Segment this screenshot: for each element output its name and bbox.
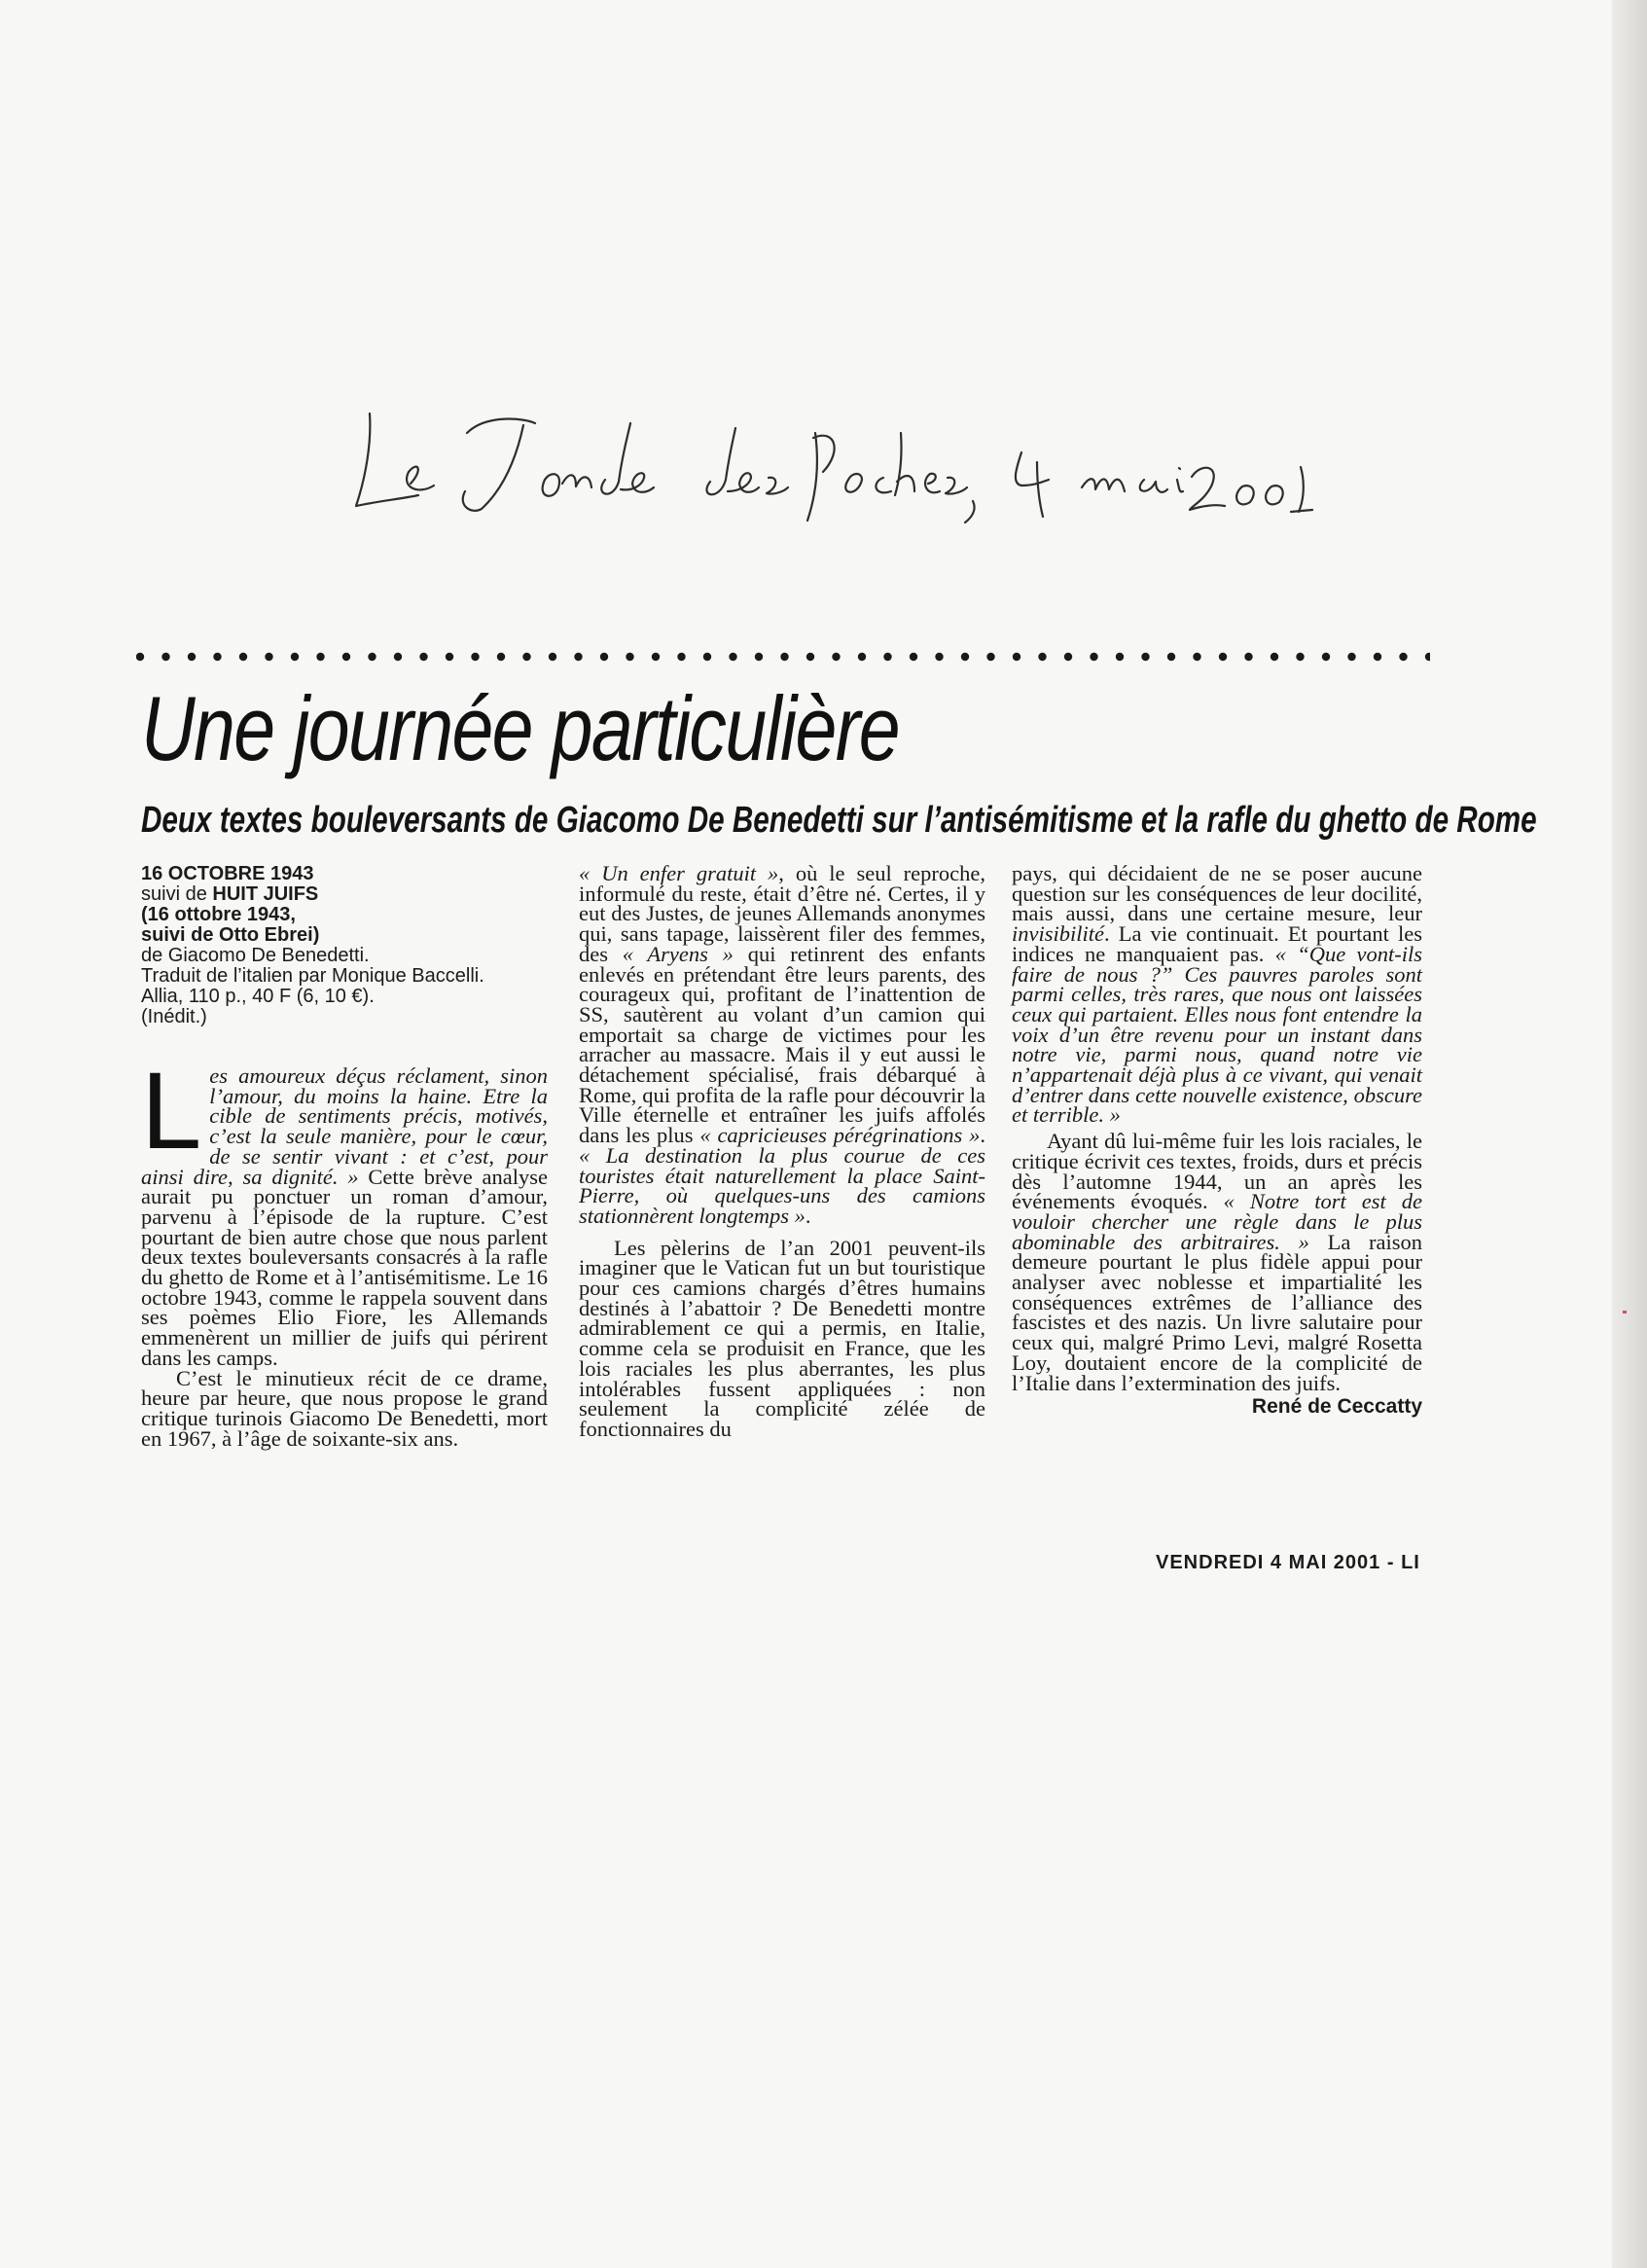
rule-dot [626, 653, 633, 661]
rule-dot [549, 653, 556, 661]
dotted-rule [136, 648, 1430, 666]
rule-dot [1244, 653, 1252, 661]
paragraph-text: . [805, 1203, 811, 1228]
rule-dot [368, 653, 376, 661]
paragraph-text: , où le seul reproche, informulé du reste, était d’être né. Certes, il y eut des Justes, de jeunes Allemands anonymes qui, sans tapage, laissèrent filer des femmes, des [579, 861, 985, 966]
rule-dot [1141, 653, 1149, 661]
rule-dot [1219, 653, 1227, 661]
rule-dot [316, 653, 324, 661]
rule-dot [161, 653, 169, 661]
rule-dot [1013, 653, 1020, 661]
paragraph [1012, 1129, 1423, 1395]
rule-dot [652, 653, 660, 661]
rule-dot [961, 653, 969, 661]
quote: « Notre tort est de vouloir chercher une règle dans le plus abominable des arbitraires. » [1012, 1189, 1423, 1254]
headline: Une journée particulière [141, 677, 900, 779]
paragraph [579, 861, 985, 1228]
quote: « Aryens » [622, 941, 734, 966]
paragraph-text: qui retinrent des enfants enlevés en prétendant être leurs parents, des courageux qui, profitant de l’inattention de SS, sautèrent au volant d’un camion qui emportait sa charge de victimes pour les arracher au massacre. Mais il y eut aussi le détachement spécialisé, frais débarqué à Rome, qui profita de la rafle pour découvrir la Ville éternelle et entraîner les juifs affolés dans les plus [579, 941, 985, 1148]
rule-dot [677, 653, 685, 661]
rule-dot [471, 653, 479, 661]
rule-dot [1193, 653, 1200, 661]
paragraph: Les pèlerins de l’an 2001 peuvent-ils imaginer que le Vatican fut un but touristique pour ces camions chargés d’êtres humains destinés à l’abattoir ? De Benedetti montre admirablement ce qui a permis, en Italie, comme cela se produisit en France, que les lois raciales les plus aberrantes, les plus intolérables fussent appliquées : non seulement la complicité zélée de fonctionnaires du [579, 1235, 985, 1441]
page-edge [1612, 0, 1647, 2268]
rule-dot [265, 653, 272, 661]
author-signature: René de Ceccatty [1251, 1395, 1422, 1419]
rule-dot [1038, 653, 1046, 661]
opening-quote: es amoureux déçus réclament, sinon l’amour, du moins la haine. Etre la cible de sentiments précis, motivés, c’est la seule manière, pour le cœur, de se sentir vivant : et c’est, pour ainsi dire, sa dignité. » [141, 1063, 548, 1189]
rule-dot [239, 653, 247, 661]
paragraph-text: . [980, 1123, 985, 1148]
paragraph-text: Ayant dû lui-même fuir les lois raciales, le critique écrivit ces textes, froids, durs et précis dès l’automne 1944, un an après les événements évoqués. [1012, 1129, 1422, 1214]
book-original-title: (16 ottobre 1943, [141, 904, 296, 925]
rule-dot [213, 653, 221, 661]
article-column-2 [579, 861, 985, 1441]
book-publisher: Allia, 110 p., 40 F (6, 10 €). [141, 986, 375, 1007]
emphasis: invisibilité [1012, 921, 1104, 947]
page-footer: VENDREDI 4 MAI 2001 - LI [1156, 1552, 1420, 1573]
rule-dot [394, 653, 402, 661]
paragraph-text: La raison demeure pourtant le plus fidèle appui pour analyser avec noblesse et impartialité les conséquences extrêmes de l’alliance des fascistes et des nazis. Un livre salutaire pour ceux qui, malgré Primo Levi, malgré Rosetta Loy, doutaient encore de la complicité de l’Italie dans l’extermination des juifs. [1012, 1229, 1423, 1395]
book-subtitle-prefix: suivi de [141, 883, 213, 905]
quote: « capricieuses pérégrinations » [699, 1123, 981, 1148]
book-title: 16 OCTOBRE 1943 [141, 863, 314, 884]
book-original-subtitle: suivi de Otto Ebrei) [141, 924, 320, 946]
stray-mark [1623, 1311, 1627, 1314]
book-info [141, 864, 548, 1027]
handwritten-note [350, 394, 1226, 530]
paragraph: C’est le minutieux récit de ce drame, heure par heure, que nous propose le grand critique turinois Giacomo De Benedetti, mort en 1967, à l’âge de soixante-six ans. [141, 1365, 548, 1451]
book-author: de Giacomo De Benedetti. [141, 945, 370, 966]
paragraph-text: pays, qui décidaient de ne se poser aucune question sur les conséquences de leur docilité, mais aussi, dans une certaine mesure, leur [1012, 861, 1422, 926]
book-translator: Traduit de l’italien par Monique Baccelli. [141, 965, 484, 987]
rule-dot [1374, 653, 1381, 661]
rule-dot [832, 653, 840, 661]
rule-dot [1425, 653, 1430, 661]
rule-dot [910, 653, 917, 661]
rule-dot [1271, 653, 1278, 661]
paragraph-text: Cette brève analyse aurait pu ponctuer un roman d’amour, parvenu à l’épisode de la rupture. C’est pourtant de bien autre chose que nous parlent deux textes bouleversants consacrés à la rafle du ghetto de Rome et à l’antisémitisme. Le 16 octobre 1943, comme le rappela souvent dans ses poèmes Elio Fiore, les Allemands emmenèrent un millier de juifs qui périrent dans les camps. [141, 1164, 548, 1370]
rule-dot [1064, 653, 1072, 661]
rule-dot [136, 653, 144, 661]
paragraph [141, 1050, 548, 1370]
subheadline: Deux textes bouleversants de Giacomo De Benedetti sur l’antisémitisme et la rafle du ghetto de Rome [141, 800, 1537, 841]
rule-dot [1399, 653, 1407, 661]
book-status: (Inédit.) [141, 1006, 207, 1027]
paragraph [1012, 861, 1422, 1128]
rule-dot [419, 653, 427, 661]
rule-dot [1347, 653, 1355, 661]
rule-dot [600, 653, 608, 661]
quote: « La destination la plus courue de ces touristes était naturellement la place Saint-Pierre, où quelques-uns des camions stationnèrent longtemps » [579, 1142, 985, 1228]
rule-dot [188, 653, 196, 661]
rule-dot [1296, 653, 1304, 661]
rule-dot [986, 653, 994, 661]
rule-dot [574, 653, 582, 661]
drop-cap: L [141, 1050, 202, 1171]
article-column-1 [141, 864, 548, 1449]
rule-dot [755, 653, 763, 661]
rule-dot [806, 653, 814, 661]
rule-dot [342, 653, 350, 661]
rule-dot [729, 653, 736, 661]
rule-dot [883, 653, 891, 661]
rule-dot [703, 653, 711, 661]
rule-dot [935, 653, 943, 661]
rule-dot [1167, 653, 1175, 661]
rule-dot [780, 653, 788, 661]
quote: « “Que vont-ils faire de nous ?” Ces pauvres paroles sont parmi celles, très rares, que nous ont laissées ceux qui partaient. Elles nous font entendre la voix d’un être revenu pour un instant dans notre vie, parmi nous, quand notre vie n’appartenait déjà plus à ce vivant, qui venait d’entrer dans cette nouvelle existence, obscure et terrible. » [1012, 941, 1422, 1128]
handwriting-year [1182, 409, 1328, 545]
rule-dot [1116, 653, 1124, 661]
rule-dot [291, 653, 299, 661]
rule-dot [858, 653, 866, 661]
rule-dot [522, 653, 530, 661]
rule-dot [1090, 653, 1097, 661]
rule-dot [446, 653, 453, 661]
quote: « Un enfer gratuit » [579, 861, 779, 885]
book-subtitle [141, 884, 548, 905]
book-subtitle-title: HUIT JUIFS [212, 883, 319, 905]
rule-dot [497, 653, 505, 661]
article-column-3 [1012, 861, 1423, 1419]
rule-dot [1322, 653, 1330, 661]
paragraph-text: . La vie continuait. Et pourtant les indices ne manquaient pas. [1012, 921, 1422, 966]
